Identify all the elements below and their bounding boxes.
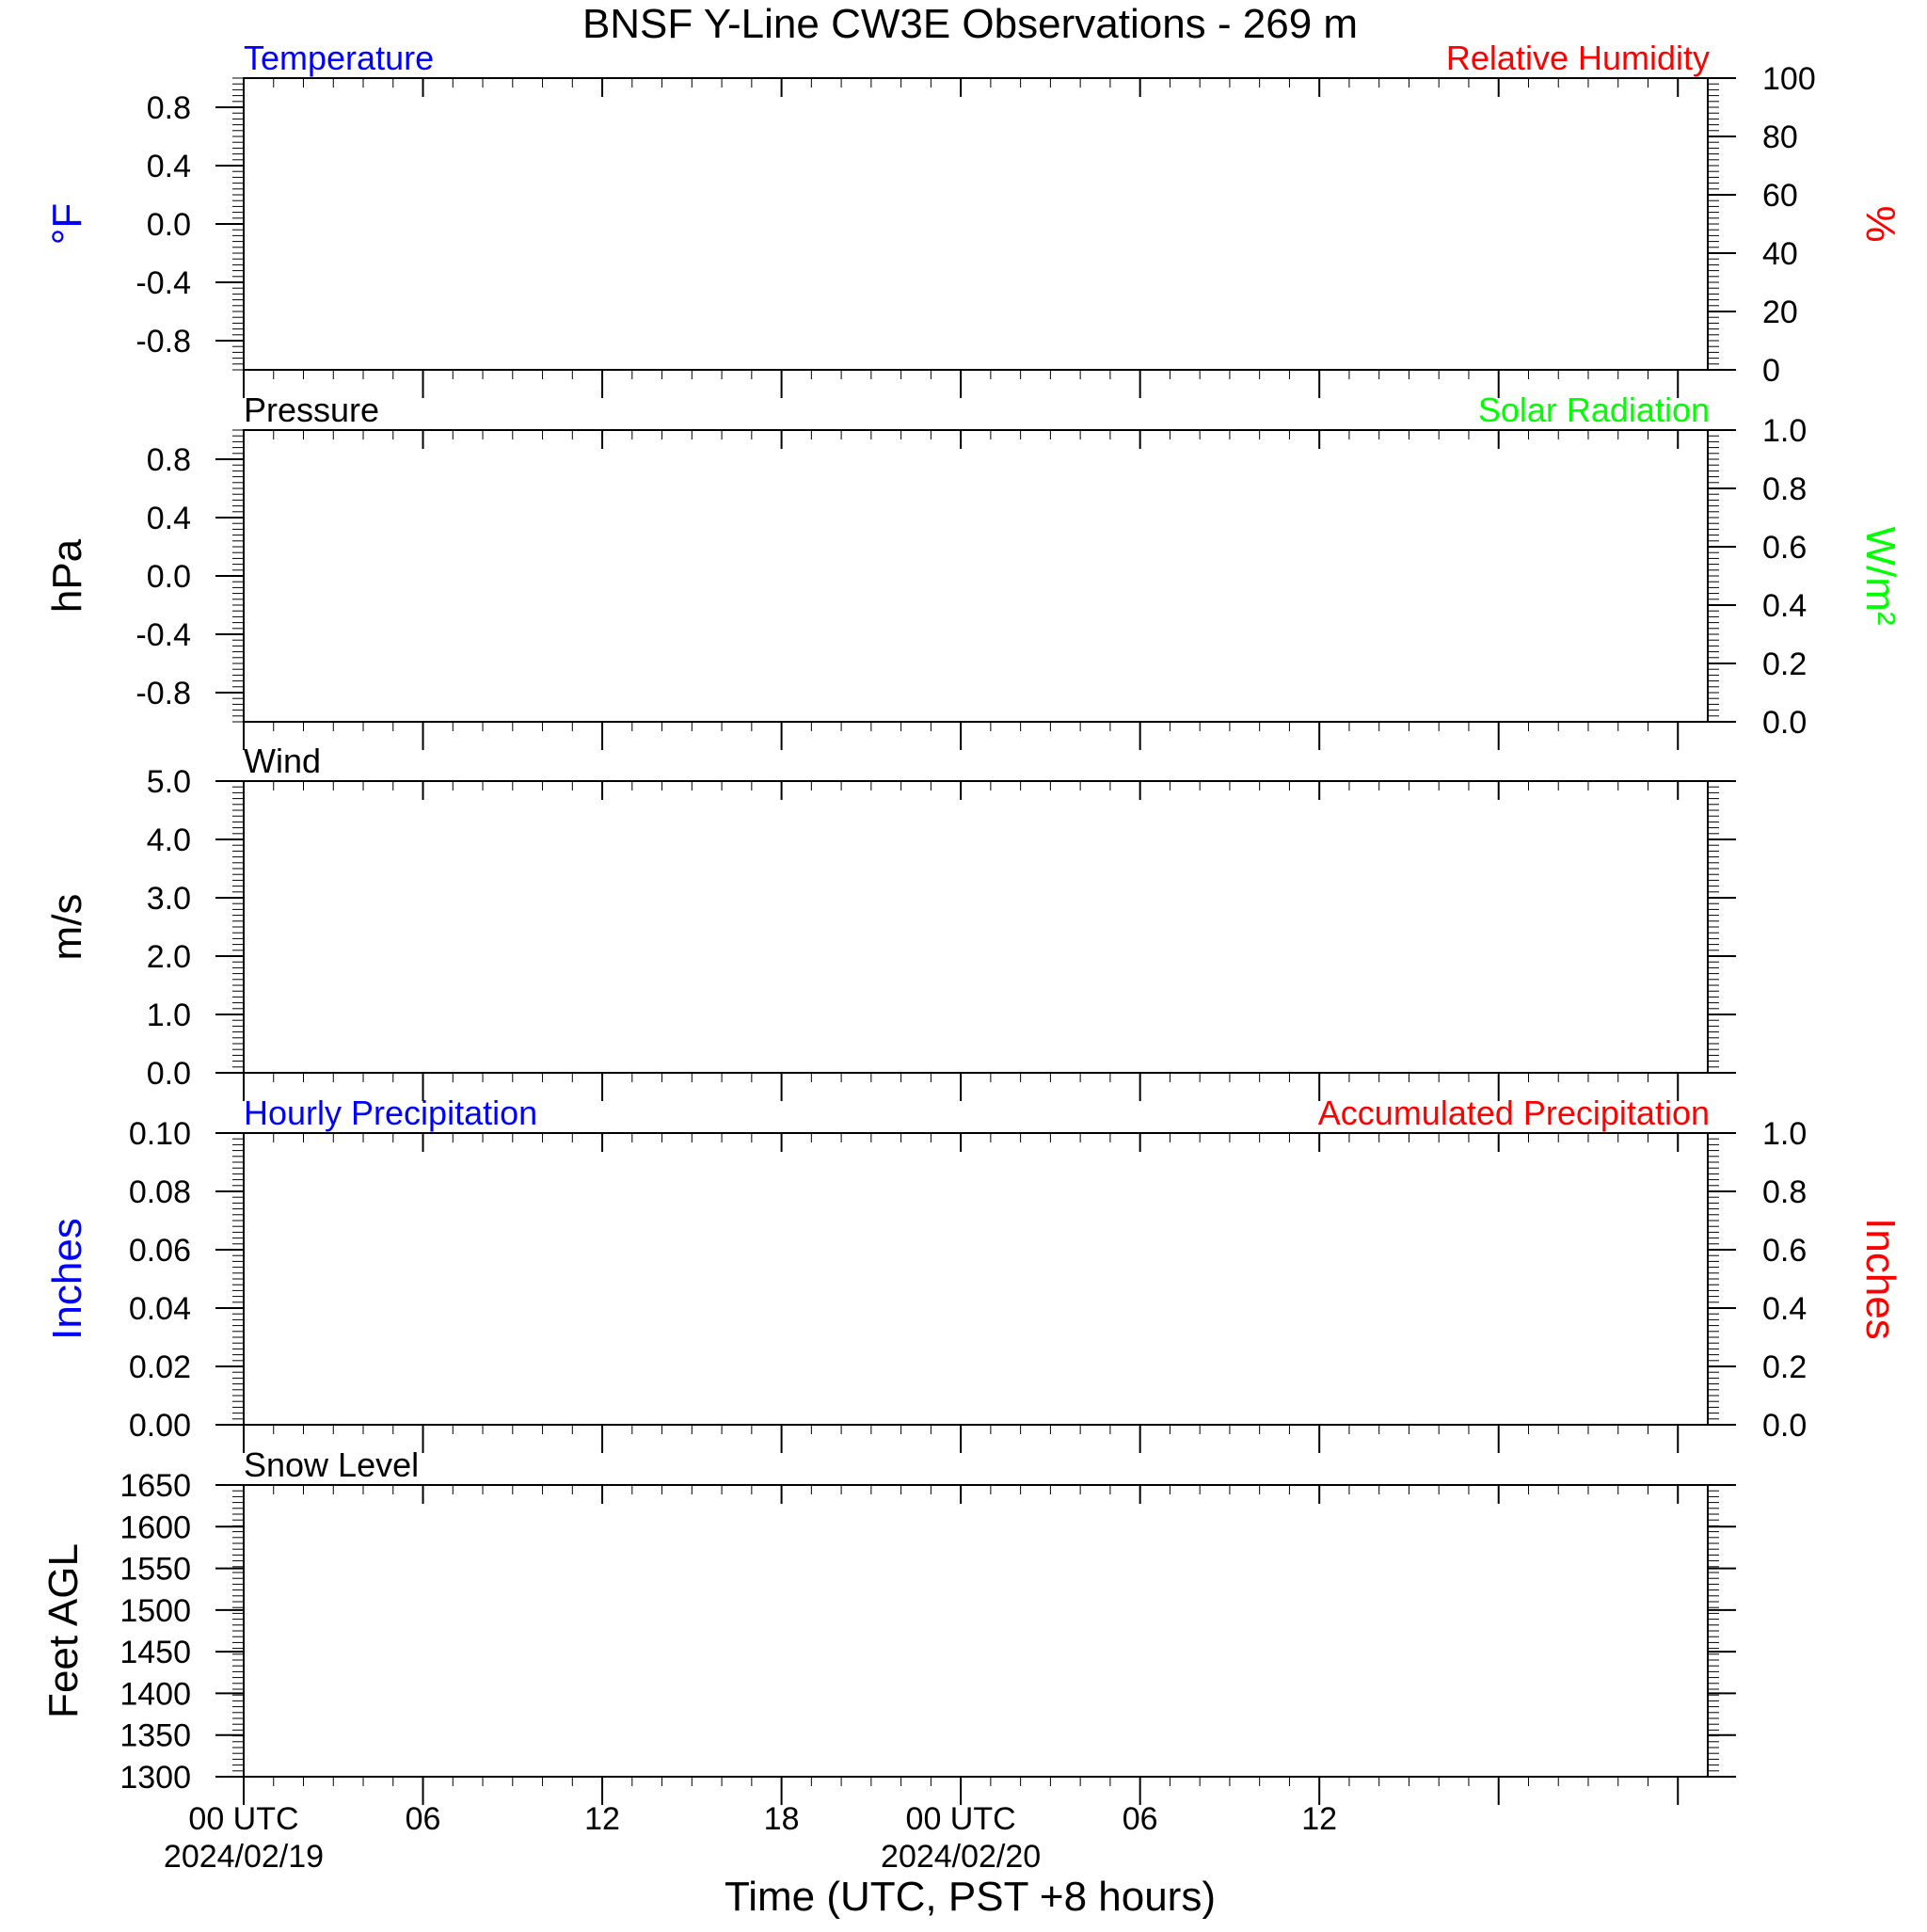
y-tick-label-right: 0.8 <box>1762 471 1808 507</box>
panel-right-title: Accumulated Precipitation <box>1317 1094 1710 1132</box>
y-tick-label-right: 0.6 <box>1762 1233 1808 1269</box>
y-tick-label-left: 4.0 <box>146 822 191 858</box>
x-tick-date-label: 2024/02/19 <box>163 1839 325 1875</box>
panel-4 <box>44 1094 1903 1453</box>
y-tick-label-right: 0.4 <box>1762 1291 1808 1327</box>
plot-frame <box>244 1485 1708 1777</box>
y-tick-label-right: 60 <box>1762 178 1798 214</box>
y-tick-label-left: 1550 <box>119 1551 191 1588</box>
y-tick-label-left: 0.0 <box>146 1056 191 1092</box>
chart-title: BNSF Y-Line CW3E Observations - 269 m <box>581 1 1359 47</box>
y-tick-label-left: 1500 <box>119 1592 191 1629</box>
y-axis-label-left: hPa <box>44 538 90 614</box>
y-tick-label-left: 0.4 <box>146 501 191 536</box>
x-tick-label: 00 UTC <box>188 1801 299 1837</box>
x-tick-label: 06 <box>1122 1801 1158 1837</box>
y-tick-label-right: 0.4 <box>1762 588 1808 624</box>
x-tick-date-label: 2024/02/20 <box>881 1839 1042 1875</box>
panel-left-title: Wind <box>244 742 322 780</box>
y-tick-label-left: 1300 <box>119 1760 191 1796</box>
y-tick-label-left: 1600 <box>119 1509 191 1546</box>
y-tick-label-left: 0.02 <box>128 1349 191 1385</box>
panel-right-title: Relative Humidity <box>1445 39 1710 77</box>
panel-5 <box>40 1445 1736 1805</box>
plot-frame <box>244 78 1708 370</box>
y-tick-label-left: 1400 <box>119 1676 191 1713</box>
y-axis-label-left: m/s <box>44 893 90 961</box>
y-tick-label-right: 40 <box>1762 236 1798 272</box>
x-tick-label: 12 <box>584 1801 620 1837</box>
y-tick-label-left: -0.8 <box>135 676 191 711</box>
y-tick-label-left: 1450 <box>119 1635 191 1671</box>
y-tick-label-right: 0.2 <box>1762 1349 1808 1385</box>
y-tick-label-left: 0.04 <box>128 1291 191 1327</box>
y-tick-label-left: 0.4 <box>146 149 191 184</box>
y-tick-label-left: 1.0 <box>146 998 191 1033</box>
panel-right-title: Solar Radiation <box>1477 391 1710 429</box>
panel-left-title: Hourly Precipitation <box>244 1094 538 1132</box>
y-tick-label-left: 0.8 <box>146 90 191 126</box>
y-tick-label-left: 3.0 <box>146 881 191 917</box>
y-tick-label-left: 0.00 <box>128 1408 191 1444</box>
y-tick-label-left: 0.0 <box>146 207 191 243</box>
panel-left-title: Temperature <box>244 39 435 77</box>
panel-3 <box>44 742 1736 1101</box>
y-tick-label-left: 0.08 <box>128 1174 191 1210</box>
x-tick-label: 00 UTC <box>905 1801 1016 1837</box>
y-axis-label-right: W/m² <box>1857 526 1903 626</box>
y-tick-label-right: 1.0 <box>1762 413 1808 449</box>
plot-frame <box>244 781 1708 1073</box>
y-tick-label-left: 1650 <box>119 1468 191 1504</box>
x-tick-label: 18 <box>763 1801 800 1837</box>
y-tick-label-left: 0.0 <box>146 559 191 595</box>
y-tick-label-right: 0.2 <box>1762 647 1808 682</box>
panel-2 <box>44 391 1903 750</box>
x-axis-label: Time (UTC, PST +8 hours) <box>724 1874 1217 1920</box>
y-tick-label-left: 5.0 <box>146 764 191 800</box>
y-tick-label-right: 20 <box>1762 295 1798 330</box>
y-tick-label-left: 0.10 <box>128 1116 191 1152</box>
y-tick-label-right: 0 <box>1762 353 1780 389</box>
y-tick-label-left: -0.8 <box>135 324 191 359</box>
x-tick-label: 12 <box>1301 1801 1338 1837</box>
y-tick-label-left: 1350 <box>119 1717 191 1754</box>
y-tick-label-right: 80 <box>1762 120 1798 155</box>
y-tick-label-right: 100 <box>1762 61 1816 97</box>
panel-1 <box>44 39 1903 398</box>
y-tick-label-right: 1.0 <box>1762 1116 1808 1152</box>
y-axis-label-left: Feet AGL <box>40 1543 87 1718</box>
plot-frame <box>244 430 1708 722</box>
y-tick-label-left: -0.4 <box>135 617 191 653</box>
y-tick-label-left: 0.06 <box>128 1233 191 1269</box>
y-tick-label-right: 0.0 <box>1762 705 1808 741</box>
y-axis-label-left: Inches <box>44 1218 90 1340</box>
y-tick-label-left: -0.4 <box>135 265 191 301</box>
y-axis-label-right: % <box>1857 205 1903 243</box>
panel-left-title: Snow Level <box>244 1445 420 1484</box>
y-tick-label-right: 0.0 <box>1762 1408 1808 1444</box>
panel-left-title: Pressure <box>244 391 380 429</box>
plot-frame <box>244 1133 1708 1425</box>
y-tick-label-left: 2.0 <box>146 939 191 975</box>
panels <box>40 39 1903 1875</box>
y-axis-label-left: °F <box>44 202 90 246</box>
y-tick-label-left: 0.8 <box>146 442 191 478</box>
x-tick-label: 06 <box>405 1801 441 1837</box>
y-tick-label-right: 0.6 <box>1762 530 1808 566</box>
y-axis-label-right: Inches <box>1857 1218 1903 1340</box>
y-tick-label-right: 0.8 <box>1762 1174 1808 1210</box>
